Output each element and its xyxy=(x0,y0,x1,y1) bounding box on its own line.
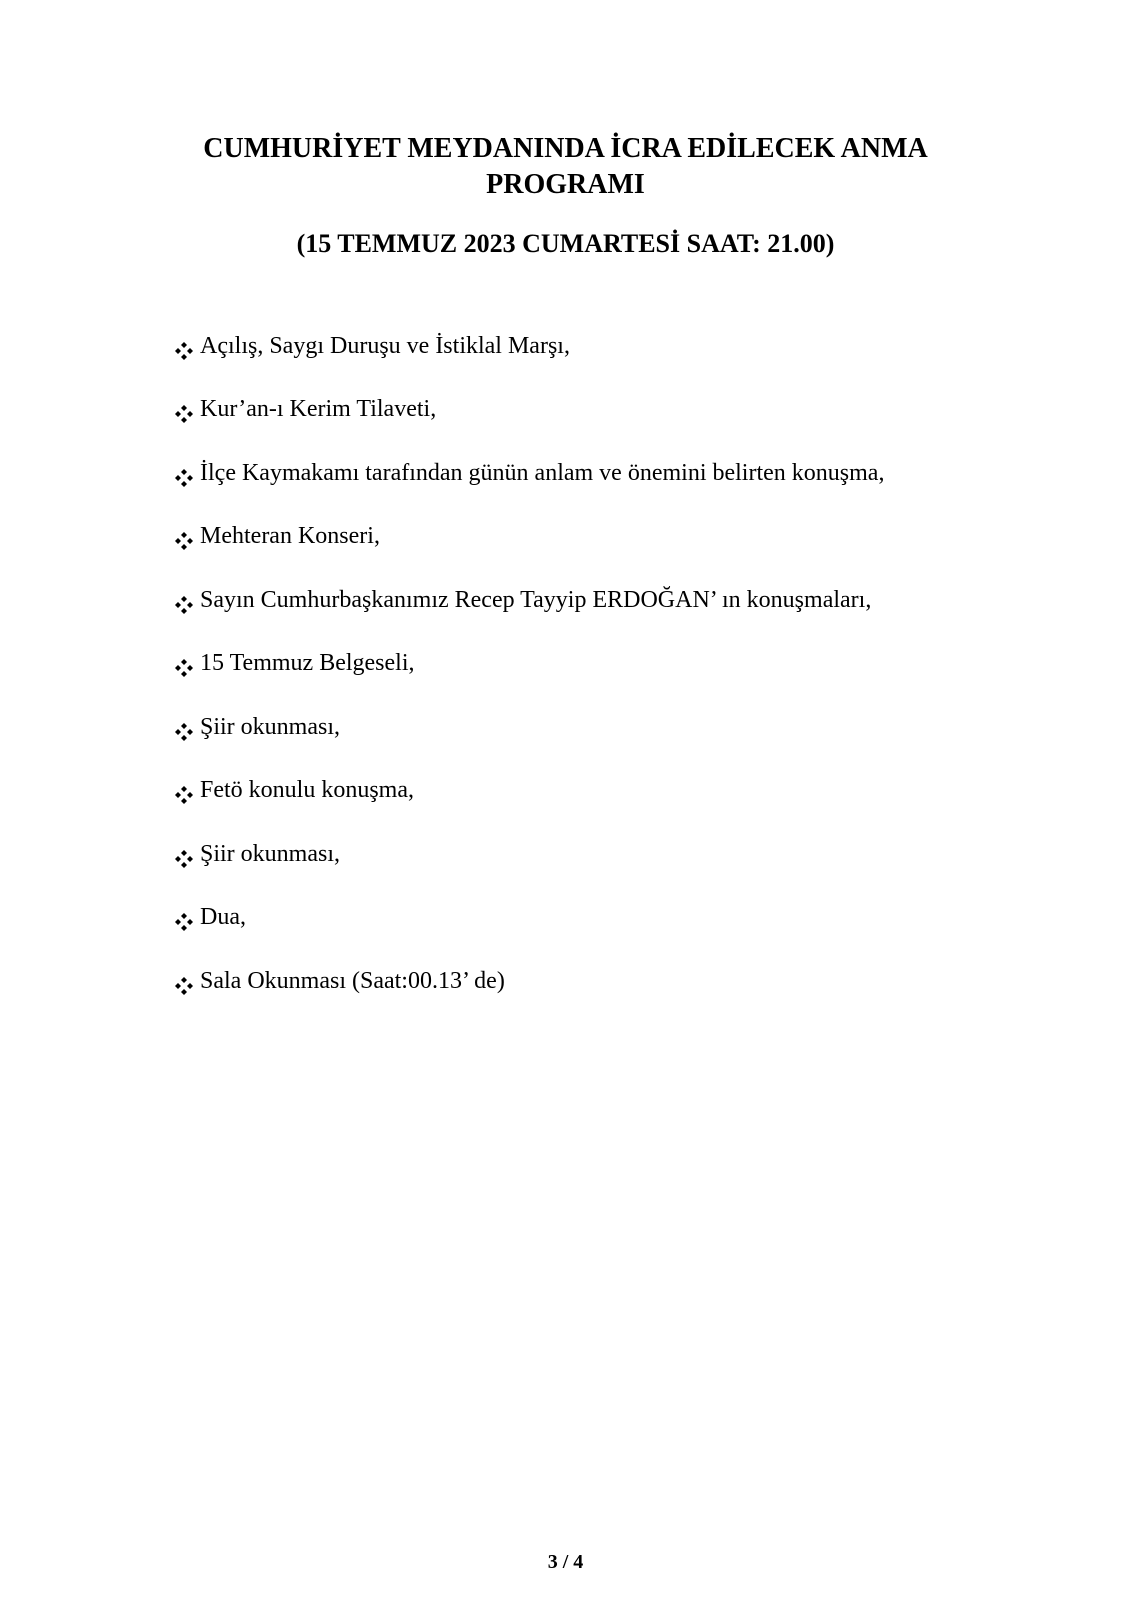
program-item-text: Dua, xyxy=(200,904,246,931)
program-item-text: Şiir okunması, xyxy=(200,840,341,867)
four-diamond-bullet-icon xyxy=(174,844,194,864)
program-item-text: Açılış, Saygı Duruşu ve İstiklal Marşı, xyxy=(200,332,570,359)
four-diamond-bullet-icon xyxy=(174,463,194,483)
program-item xyxy=(174,759,884,823)
program-item xyxy=(174,695,884,759)
program-item-text: 15 Temmuz Belgeseli, xyxy=(200,650,415,677)
program-item xyxy=(174,632,884,696)
four-diamond-bullet-icon xyxy=(174,780,194,800)
program-item xyxy=(174,949,884,1013)
program-item-text: Mehteran Konseri, xyxy=(200,523,380,550)
four-diamond-bullet-icon xyxy=(174,971,194,991)
program-item xyxy=(174,314,884,378)
four-diamond-bullet-icon xyxy=(174,907,194,927)
four-diamond-bullet-icon xyxy=(174,717,194,737)
program-item xyxy=(174,568,884,632)
program-list xyxy=(174,314,884,1013)
program-item xyxy=(174,441,884,505)
page-number: 3 / 4 xyxy=(547,1551,584,1573)
program-item xyxy=(174,378,884,442)
four-diamond-bullet-icon xyxy=(174,336,194,356)
program-item xyxy=(174,822,884,886)
program-item-text: Sayın Cumhurbaşkanımız Recep Tayyip ERDOĞAN’ ın konuşmaları, xyxy=(200,586,872,613)
four-diamond-bullet-icon xyxy=(174,653,194,673)
document-title: CUMHURİYET MEYDANINDA İCRA EDİLECEK ANMA PROGRAMI xyxy=(203,133,928,200)
program-item-text: Kur’an-ı Kerim Tilaveti, xyxy=(200,396,437,423)
four-diamond-bullet-icon xyxy=(174,590,194,610)
program-item-text: Şiir okunması, xyxy=(200,713,341,740)
program-item xyxy=(174,505,884,569)
program-item-text: İlçe Kaymakamı tarafından günün anlam ve önemini belirten konuşma, xyxy=(200,459,885,486)
program-item-text: Fetö konulu konuşma, xyxy=(200,777,414,804)
document-subtitle: (15 TEMMUZ 2023 CUMARTESİ SAAT: 21.00) xyxy=(296,229,835,258)
program-item-text: Sala Okunması (Saat:00.13’ de) xyxy=(200,967,505,994)
four-diamond-bullet-icon xyxy=(174,399,194,419)
program-item xyxy=(174,886,884,950)
four-diamond-bullet-icon xyxy=(174,526,194,546)
